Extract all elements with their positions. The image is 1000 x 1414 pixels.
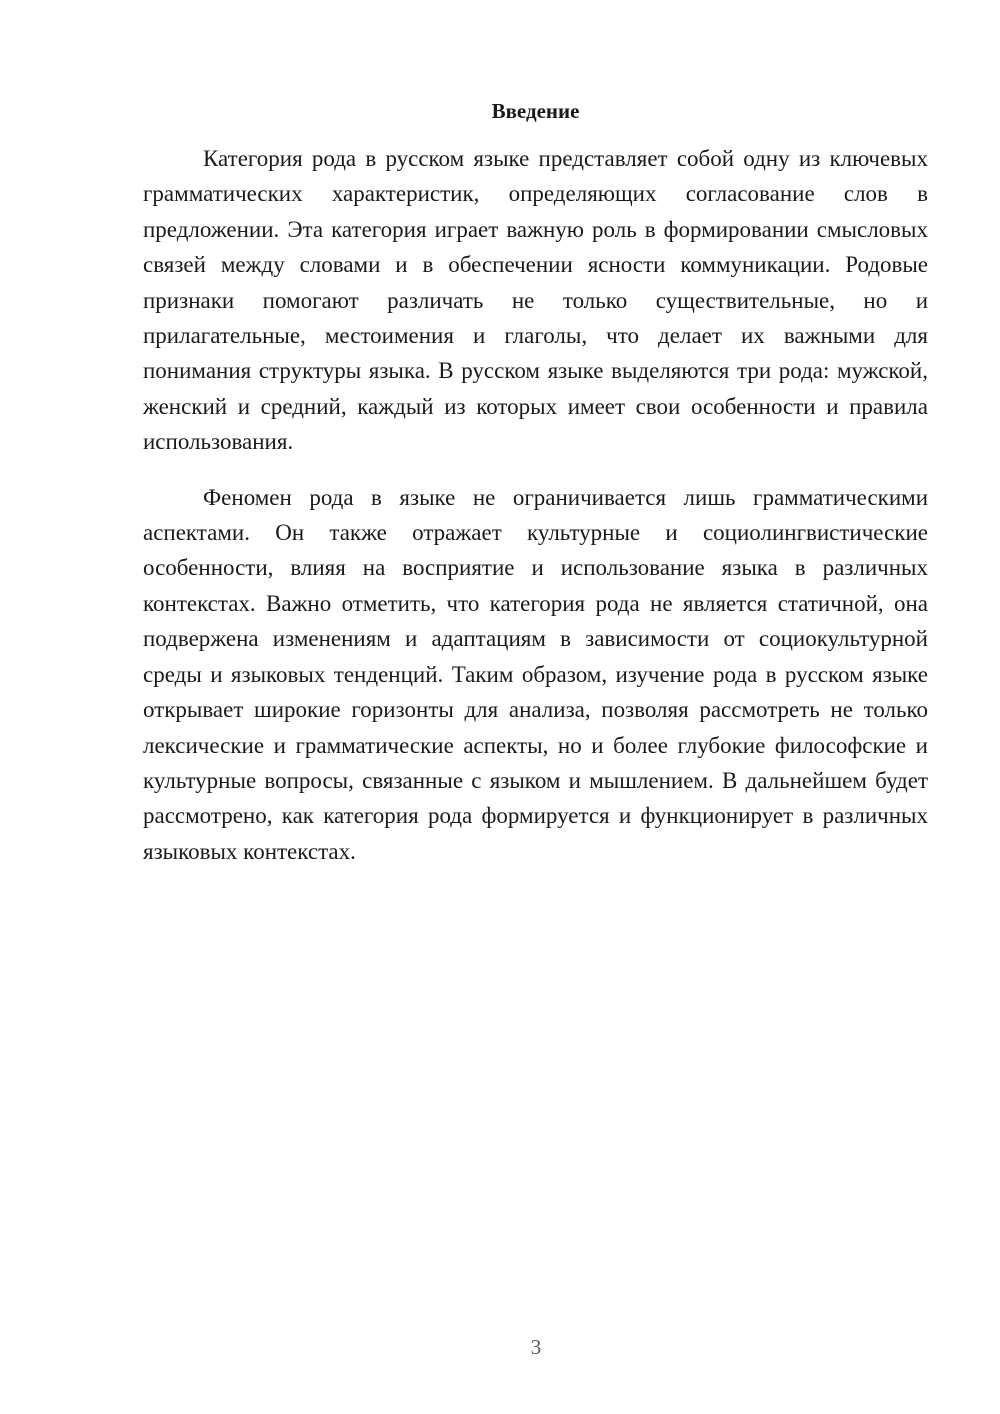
paragraph-1: Категория рода в русском языке представляет собой одну из ключевых грамматических характеристик, определяющих согласование слов в предложении. Эта категория играет важную роль в формировании смысловых связей между словами и в обеспечении ясности коммуникации. Родовые признаки помогают различать не только существительные, но и прилагательные, местоимения и глаголы, что делает их важными для понимания структуры языка. В русском языке выделяются три рода: мужской, женский и средний, каждый из которых имеет свои особенности и правила использования. bbox=[143, 146, 928, 455]
paragraph-2: Феномен рода в языке не ограничивается лишь грамматическими аспектами. Он также отражает культурные и социолингвистические особенности, влияя на восприятие и использование языка в различных контекстах. Важно отметить, что категория рода не является статичной, она подвержена изменениям и адаптациям в зависимости от социокультурной среды и языковых тенденций. Таким образом, изучение рода в русском языке открывает широкие горизонты для анализа, позволяя рассмотреть не только лексические и грамматические аспекты, но и более глубокие философские и культурные вопросы, связанные с языком и мышлением. В дальнейшем будет рассмотрено, как категория рода формируется и функционирует в различных языковых контекстах. bbox=[143, 484, 928, 864]
page-number: 3 bbox=[530, 1335, 542, 1359]
page-content bbox=[143, 96, 928, 869]
section-heading: Введение bbox=[491, 99, 580, 123]
